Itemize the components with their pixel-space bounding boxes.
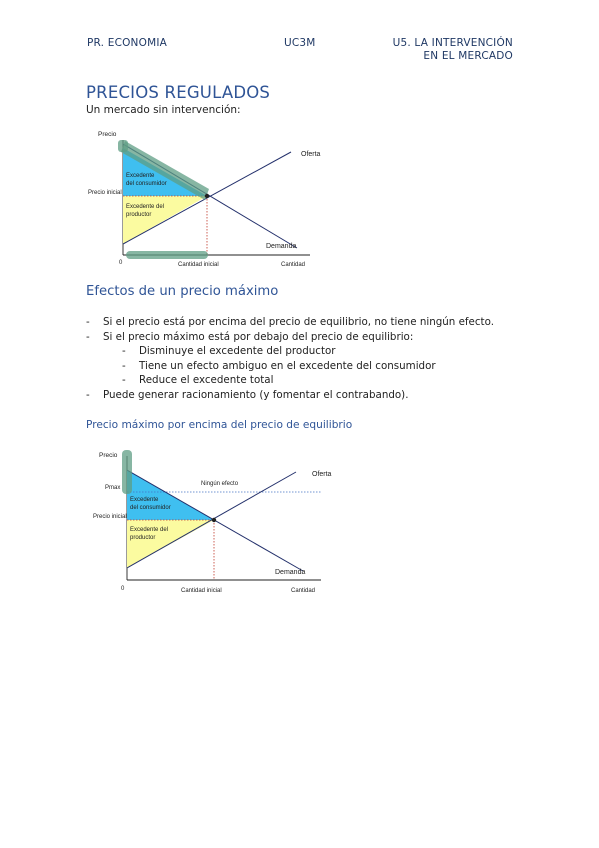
- list-item-text: Si el precio está por encima del precio de equilibrio, no tiene ningún efecto.: [103, 316, 494, 328]
- page-title: PRECIOS REGULADOS: [86, 83, 271, 102]
- chart2-supply-label: Oferta: [312, 471, 332, 478]
- chart2-x-label: Cantidad: [291, 588, 316, 594]
- chart2-demand-label: Demanda: [275, 569, 306, 576]
- chart2-producer-surplus-label-2: productor: [130, 535, 156, 541]
- header-course: PR. ECONOMIA: [87, 37, 168, 49]
- chart1-highlight-xaxis: [126, 251, 208, 259]
- chart1-producer-surplus-label-1: Excedente del: [126, 204, 165, 210]
- chart2-consumer-surplus-label-1: Excedente: [130, 497, 159, 503]
- subsection-title: Precio máximo por encima del precio de equilibrio: [86, 419, 353, 431]
- list-item-text: Si el precio máximo está por debajo del precio de equilibrio:: [103, 330, 414, 343]
- chart1-zero-label: 0: [119, 260, 123, 266]
- chart1-demand-label: Demanda: [266, 243, 297, 250]
- section-title: Efectos de un precio máximo: [86, 284, 279, 299]
- page-subtitle: Un mercado sin intervención:: [86, 104, 241, 116]
- chart1-consumer-surplus-label-1: Excedente: [126, 173, 155, 179]
- chart2-no-effect-label: Ningún efecto: [201, 481, 239, 487]
- list-item-text: Puede generar racionamiento (y fomentar el contrabando).: [103, 388, 409, 401]
- chart2-y-label: Precio: [99, 452, 118, 459]
- sub-list-item: - Tiene un efecto ambiguo en el excedente del consumidor: [122, 359, 436, 372]
- chart1-supply-label: Oferta: [301, 151, 321, 158]
- chart2-zero-label: 0: [121, 586, 125, 592]
- header-unit-line1: U5. LA INTERVENCIÓN: [392, 37, 513, 49]
- chart2-price-label: Precio inicial: [93, 514, 127, 520]
- header-unit: [393, 37, 513, 63]
- list-item: - Si el precio está por encima del precio de equilibrio, no tiene ningún efecto.: [86, 316, 494, 328]
- chart-price-ceiling-above-equilibrium: [93, 444, 343, 596]
- chart1-producer-surplus-label-2: productor: [126, 212, 152, 218]
- list-item: - Puede generar racionamiento (y fomentar el contrabando).: [86, 388, 409, 401]
- chart1-x-label: Cantidad: [281, 262, 306, 268]
- sub-list-item-text: Tiene un efecto ambiguo en el excedente del consumidor: [139, 359, 436, 372]
- chart1-y-label: Precio: [98, 131, 117, 138]
- list-item: - Si el precio máximo está por debajo del precio de equilibrio:: [86, 330, 414, 343]
- chart-market-no-intervention: [88, 128, 321, 270]
- chart1-consumer-surplus-label-2: del consumidor: [126, 181, 167, 187]
- chart1-highlight-yaxis: [118, 140, 128, 152]
- effects-list: [86, 315, 506, 402]
- chart2-pmax-label: Pmax: [105, 485, 121, 491]
- header-university: UC3M: [284, 37, 316, 49]
- chart2-consumer-surplus-label-2: del consumidor: [130, 505, 171, 511]
- chart1-equilibrium-point: [205, 194, 209, 198]
- header-unit-line2: EN EL MERCADO: [423, 50, 513, 62]
- chart1-price-label: Precio inicial: [88, 190, 122, 196]
- chart2-producer-surplus-label-1: Excedente del: [130, 527, 169, 533]
- chart2-highlight-yaxis: [122, 450, 132, 494]
- chart2-quantity-label: Cantidad inicial: [181, 588, 222, 594]
- chart2-equilibrium-point: [212, 518, 216, 522]
- sub-list-item-text: Reduce el excedente total: [139, 374, 274, 386]
- chart1-quantity-label: Cantidad inicial: [178, 262, 219, 268]
- sub-list-item: - Disminuye el excedente del productor: [122, 345, 336, 357]
- sub-list-item-text: Disminuye el excedente del productor: [139, 345, 336, 357]
- sub-list-item: - Reduce el excedente total: [122, 374, 274, 386]
